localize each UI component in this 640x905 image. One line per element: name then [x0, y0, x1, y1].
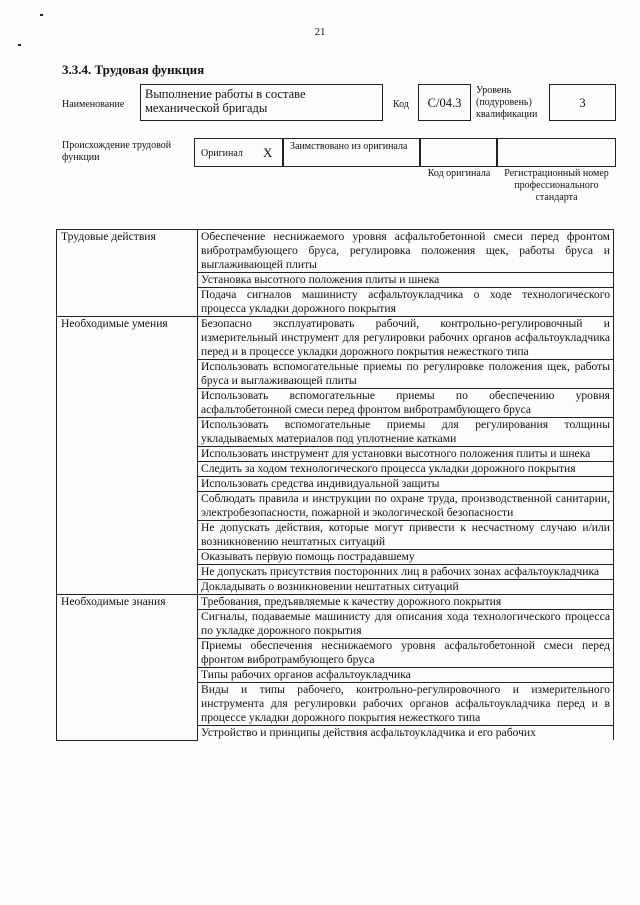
table-cell: Подача сигналов машинисту асфальтоукладчика о ходе технологического процесса укладки дорожного покрытия: [198, 288, 614, 317]
scan-speck: [40, 14, 43, 16]
table-cell: Использовать инструмент для установки высотного положения плиты и шнека: [198, 447, 614, 462]
borrowed-label: Заимствовано из оригинала: [290, 141, 408, 152]
level-label: Уровень (подуровень) квалификации: [476, 85, 538, 120]
page-number: 21: [314, 26, 326, 38]
code-original-cell: [420, 138, 497, 167]
table-cell: Приемы обеспечения неснижаемого уровня асфальтобетонной смеси перед фронтом вибротрамбующего бруса: [198, 639, 614, 668]
table-row: [57, 317, 614, 360]
name-label: Наименование: [62, 99, 125, 110]
category-labor-actions: Трудовые действия: [57, 230, 198, 317]
table-cell: Обеспечение неснижаемого уровня асфальтобетонной смеси перед фронтом вибротрамбующего бруса, регулировка положения щек, работы бруса и выглаживающей плиты: [198, 230, 614, 273]
scan-speck: [18, 44, 21, 46]
labor-function-table: [56, 229, 614, 741]
table-cell: Типы рабочих органов асфальтоукладчика: [198, 668, 614, 683]
table-cell: Оказывать первую помощь пострадавшему: [198, 550, 614, 565]
table-cell: Виды и типы рабочего, контрольно-регулировочного и измерительного инструмента для регулировки рабочих органов асфальтоукладчика перед и в процессе укладки дорожного покрытия нежесткого типа: [198, 683, 614, 726]
original-label: Оригинал: [201, 148, 243, 159]
table-cell: Сигналы, подаваемые машинисту для описания хода технологического процесса по укладке дорожного покрытия: [198, 610, 614, 639]
level-value: 3: [579, 96, 586, 110]
table-cell: Использовать средства индивидуальной защиты: [198, 477, 614, 492]
table-cell: Установка высотного положения плиты и шнека: [198, 273, 614, 288]
table-cell: Безопасно эксплуатировать рабочий, контрольно-регулировочный и измерительный инструмент для регулировки рабочих органов асфальтоукладчика перед и в процессе укладки дорожного покрытия нежесткого типа: [198, 317, 614, 360]
section-title: 3.3.4. Трудовая функция: [62, 62, 205, 77]
code-value-box: [418, 84, 471, 121]
level-value-box: [549, 84, 616, 121]
reg-number-cell: [497, 138, 616, 167]
table-cell: Требования, предъявляемые к качеству дорожного покрытия: [198, 595, 614, 610]
table-cell: Не допускать присутствия посторонних лиц в рабочих зонах асфальтоукладчика: [198, 565, 614, 580]
table-cell: Использовать вспомогательные приемы для регулирования толщины укладываемых материалов под уплотнение катками: [198, 418, 614, 447]
code-value: С/04.3: [427, 96, 462, 110]
table-cell: Устройство и принципы действия асфальтоукладчика и его рабочих: [198, 726, 614, 741]
name-value-box: [140, 84, 383, 121]
table-row: [57, 595, 614, 610]
code-original-caption: Код оригинала: [427, 168, 491, 179]
original-cell: [194, 138, 283, 167]
original-mark: X: [263, 145, 273, 160]
table-cell: Следить за ходом технологического процесса укладки дорожного покрытия: [198, 462, 614, 477]
code-label: Код: [393, 99, 409, 110]
reg-number-caption: Регистрационный номер профессионального стандарта: [504, 168, 609, 203]
name-value: Выполнение работы в составе механической бригады: [145, 87, 306, 115]
category-knowledge: Необходимые знания: [57, 595, 198, 741]
origin-label: Происхождение трудовой функции: [62, 140, 172, 163]
table-cell: Не допускать действия, которые могут привести к несчастному случаю и/или возникновению нештатных ситуаций: [198, 521, 614, 550]
table-cell: Использовать вспомогательные приемы по обеспечению уровня асфальтобетонной смеси перед фронтом вибротрамбующего бруса: [198, 389, 614, 418]
category-skills: Необходимые умения: [57, 317, 198, 595]
table-cell: Докладывать о возникновении нештатных ситуаций: [198, 580, 614, 595]
borrowed-cell: [283, 138, 420, 167]
table-cell: Соблюдать правила и инструкции по охране труда, производственной санитарии, электробезопасности, пожарной и экологической безопасности: [198, 492, 614, 521]
table-cell: Использовать вспомогательные приемы по регулировке положения щек, работы бруса и выглаживающей плиты: [198, 360, 614, 389]
table-row: [57, 230, 614, 273]
